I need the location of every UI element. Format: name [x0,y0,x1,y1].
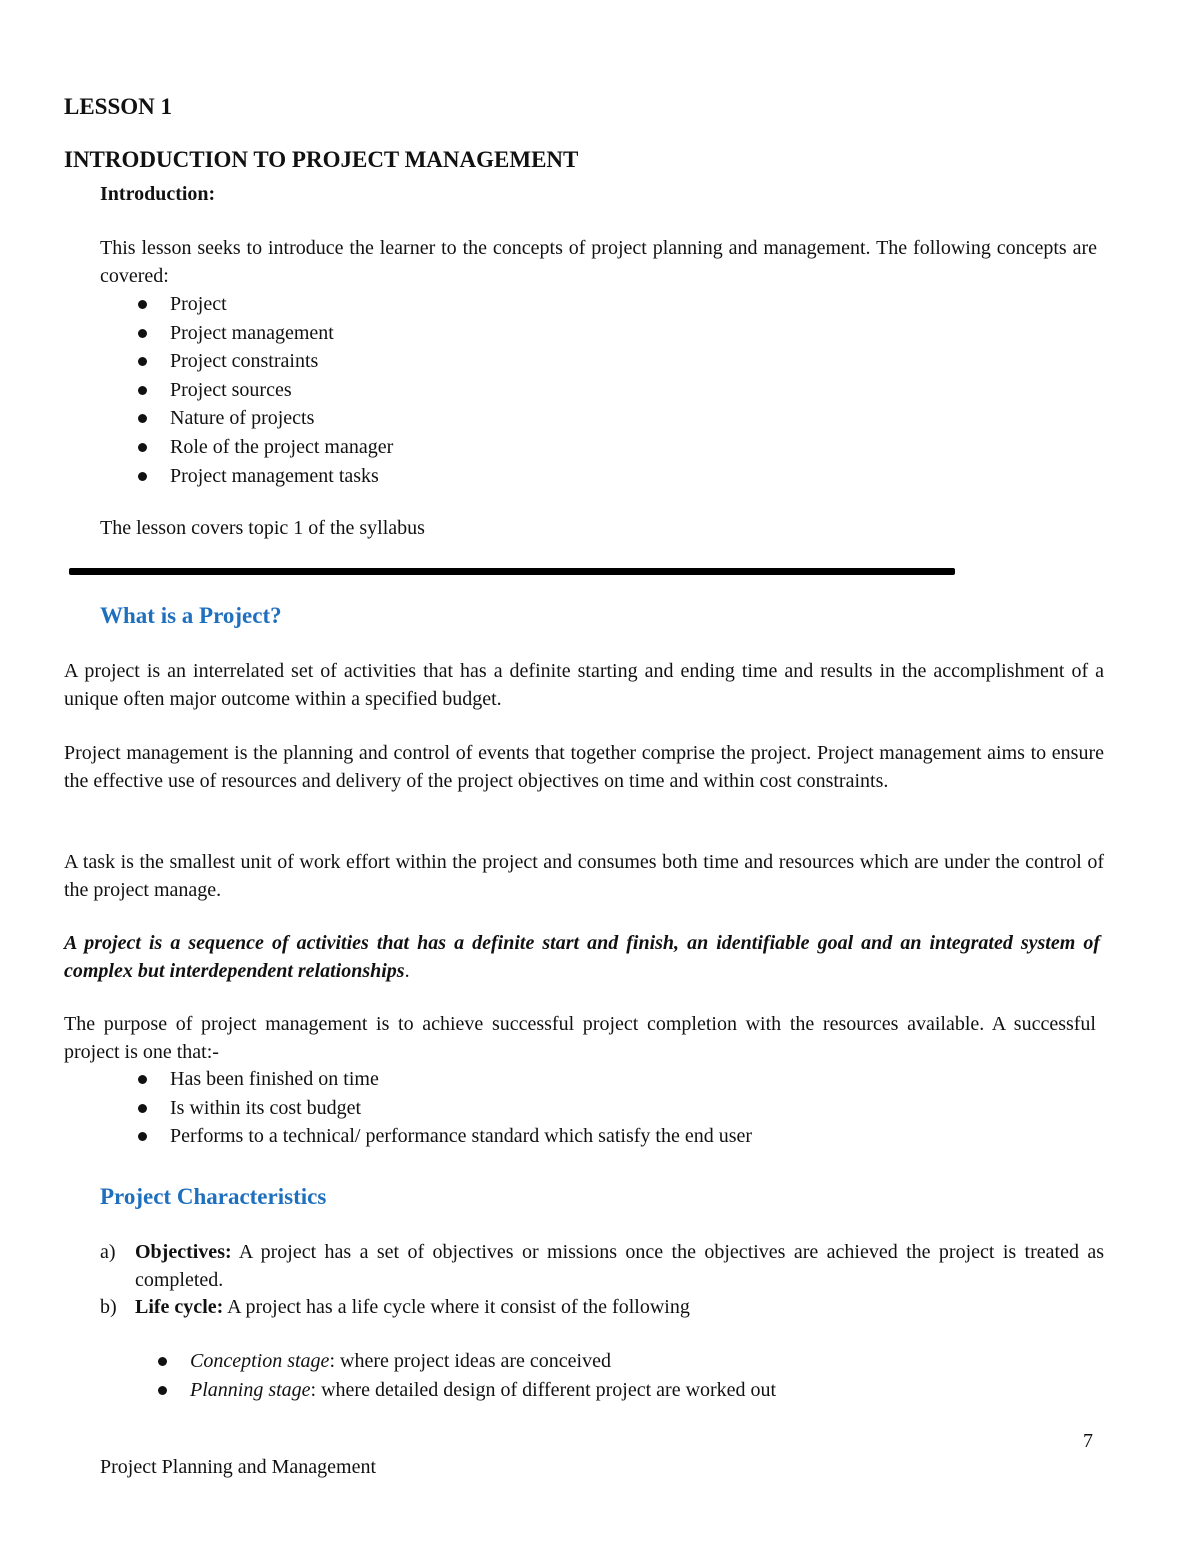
list-item-text: Project management [170,321,334,344]
list-item [100,433,393,462]
project-management-paragraph: Project management is the planning and control of events that together comprise the project. Project management aims to ensure the effective use of resources and delivery of the project objectives on time and within cost constraints. [64,742,1104,792]
syllabus-note: The lesson covers topic 1 of the syllabus [100,517,425,539]
bullet-icon [158,1386,167,1395]
task-paragraph: A task is the smallest unit of work effort within the project and consumes both time and resources which are under the control of the project manage. [64,851,1104,901]
bullet-icon [138,414,147,423]
list-item-text: Performs to a technical/ performance standard which satisfy the end user [170,1125,753,1148]
characteristics-heading: Project Characteristics [100,1184,327,1209]
characteristic-term: Life cycle: [135,1296,224,1318]
list-item-text: Nature of projects [170,407,315,430]
list-item [100,1239,1104,1294]
characteristics-list [100,1239,1104,1322]
characteristic-text: A project has a life cycle where it consist of the following [223,1296,690,1318]
list-marker: a) [100,1241,116,1263]
list-item-text: Project management tasks [170,464,379,487]
bullet-icon [138,1104,147,1113]
list-item [100,290,393,319]
list-item [100,347,393,376]
list-item [100,1094,752,1123]
list-item-text: Project constraints [170,350,319,373]
list-item-text: Project sources [170,378,292,401]
bullet-icon [158,1357,167,1366]
project-definition-period: . [404,959,410,982]
introduction-paragraph: This lesson seeks to introduce the learner to the concepts of project planning and management. The following concepts are covered: [100,237,1097,287]
lesson-title: INTRODUCTION TO PROJECT MANAGEMENT [64,147,579,172]
project-definition-text: A project is a sequence of activities that has a definite start and finish, an identifiable goal and an integrated system of complex but interdependent relationships [64,932,1100,982]
bullet-icon [138,1075,147,1084]
characteristic-text: A project has a set of objectives or missions once the objectives are achieved the project is treated as completed. [135,1241,1104,1291]
characteristic-term: Objectives: [135,1241,232,1263]
bullet-icon [138,443,147,452]
section-divider [69,568,955,575]
bullet-icon [138,357,147,366]
introduction-heading: Introduction: [100,183,216,205]
stage-name: Conception stage [190,1350,330,1372]
bullet-icon [138,386,147,395]
list-item [100,376,393,405]
project-paragraph: A project is an interrelated set of activities that has a definite starting and ending time and results in the accomplishment of a unique often major outcome within a specified budget. [64,660,1104,710]
list-item-text: Project [170,293,227,315]
stage-text: : where project ideas are conceived [329,1350,611,1372]
list-item [100,319,393,348]
project-definition-paragraph [64,930,1100,985]
list-marker: b) [100,1296,117,1318]
list-item [120,1376,776,1405]
list-item [100,1294,1104,1322]
list-item [100,1122,752,1151]
list-item [100,404,393,433]
bullet-icon [138,472,147,481]
concepts-list [100,290,393,490]
stage-name: Planning stage [190,1378,311,1401]
life-cycle-stages-list [120,1347,776,1404]
purpose-paragraph: The purpose of project management is to achieve successful project completion with the resources available. A successful project is one that:- [64,1013,1096,1063]
bullet-icon [138,300,147,309]
stage-text: : where detailed design of different project are worked out [310,1378,777,1401]
list-item-text: Role of the project manager [170,435,394,458]
list-item-text: Is within its cost budget [170,1096,362,1119]
footer-course-title: Project Planning and Management [100,1456,377,1478]
list-item [120,1347,776,1376]
lesson-label: LESSON 1 [64,94,173,119]
list-item-text: Has been finished on time [170,1068,379,1090]
page-number: 7 [1083,1430,1093,1452]
bullet-icon [138,1132,147,1141]
list-item [100,462,393,491]
bullet-icon [138,329,147,338]
list-item [100,1065,752,1094]
success-criteria-list [100,1065,752,1151]
what-is-project-heading: What is a Project? [100,603,282,628]
